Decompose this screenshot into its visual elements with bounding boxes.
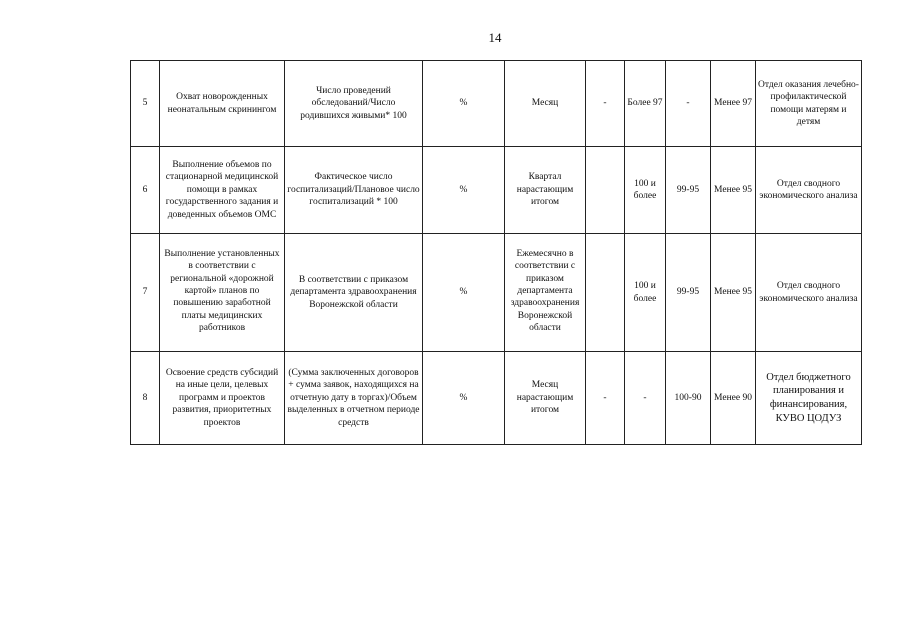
indicator-name: Выполнение объемов по стационарной медицинской помощи в рамках государственного задания и доведенных объемов ОМС: [160, 147, 285, 234]
period: Ежемесячно в соответствии с приказом департамента здравоохранения Воронежской области: [505, 234, 586, 352]
value-col-1: [586, 234, 625, 352]
indicator-name: Охват новорожденных неонатальным скринингом: [160, 61, 285, 147]
period: Месяц: [505, 61, 586, 147]
value-col-3: 99-95: [666, 234, 711, 352]
unit: %: [423, 147, 505, 234]
value-col-4: Менее 95: [711, 147, 756, 234]
value-col-2: Более 97: [625, 61, 666, 147]
indicator-formula: Число проведений обследований/Число родившихся живыми* 100: [285, 61, 423, 147]
indicators-table: [130, 60, 862, 445]
row-number: 6: [131, 147, 160, 234]
row-number: 5: [131, 61, 160, 147]
row-number: 7: [131, 234, 160, 352]
indicator-name: Освоение средств субсидий на иные цели, целевых программ и проектов развития, приоритетных проектов: [160, 352, 285, 445]
value-col-1: [586, 147, 625, 234]
value-col-4: Менее 95: [711, 234, 756, 352]
indicator-formula: В соответствии с приказом департамента здравоохранения Воронежской области: [285, 234, 423, 352]
period: Квартал нарастающим итогом: [505, 147, 586, 234]
value-col-3: 99-95: [666, 147, 711, 234]
page-number: 14: [488, 30, 502, 45]
unit: %: [423, 352, 505, 445]
value-col-4: Менее 97: [711, 61, 756, 147]
row-number: 8: [131, 352, 160, 445]
responsible-department: Отдел сводного экономического анализа: [756, 234, 862, 352]
indicator-formula: Фактическое число госпитализаций/Плановое число госпитализаций * 100: [285, 147, 423, 234]
unit: %: [423, 61, 505, 147]
value-col-2: 100 и более: [625, 234, 666, 352]
responsible-department: Отдел сводного экономического анализа: [756, 147, 862, 234]
unit: %: [423, 234, 505, 352]
table-row: [131, 234, 862, 352]
responsible-department: Отдел оказания лечебно-профилактической помощи матерям и детям: [756, 61, 862, 147]
table-row: [131, 352, 862, 445]
indicator-name: Выполнение установленных в соответствии с региональной «дорожной картой» планов по повышению заработной платы медицинских работников: [160, 234, 285, 352]
table-row: [131, 61, 862, 147]
value-col-4: Менее 90: [711, 352, 756, 445]
value-col-1: -: [586, 352, 625, 445]
period: Месяц нарастающим итогом: [505, 352, 586, 445]
indicator-formula: (Сумма заключенных договоров + сумма заявок, находящихся на отчетную дату в торгах)/Объем выделенных в отчетном периоде средств: [285, 352, 423, 445]
table-row: [131, 147, 862, 234]
value-col-2: -: [625, 352, 666, 445]
responsible-department: Отдел бюджетного планирования и финансирования, КУВО ЦОДУЗ: [756, 352, 862, 445]
value-col-3: -: [666, 61, 711, 147]
value-col-3: 100-90: [666, 352, 711, 445]
value-col-2: 100 и более: [625, 147, 666, 234]
value-col-1: -: [586, 61, 625, 147]
